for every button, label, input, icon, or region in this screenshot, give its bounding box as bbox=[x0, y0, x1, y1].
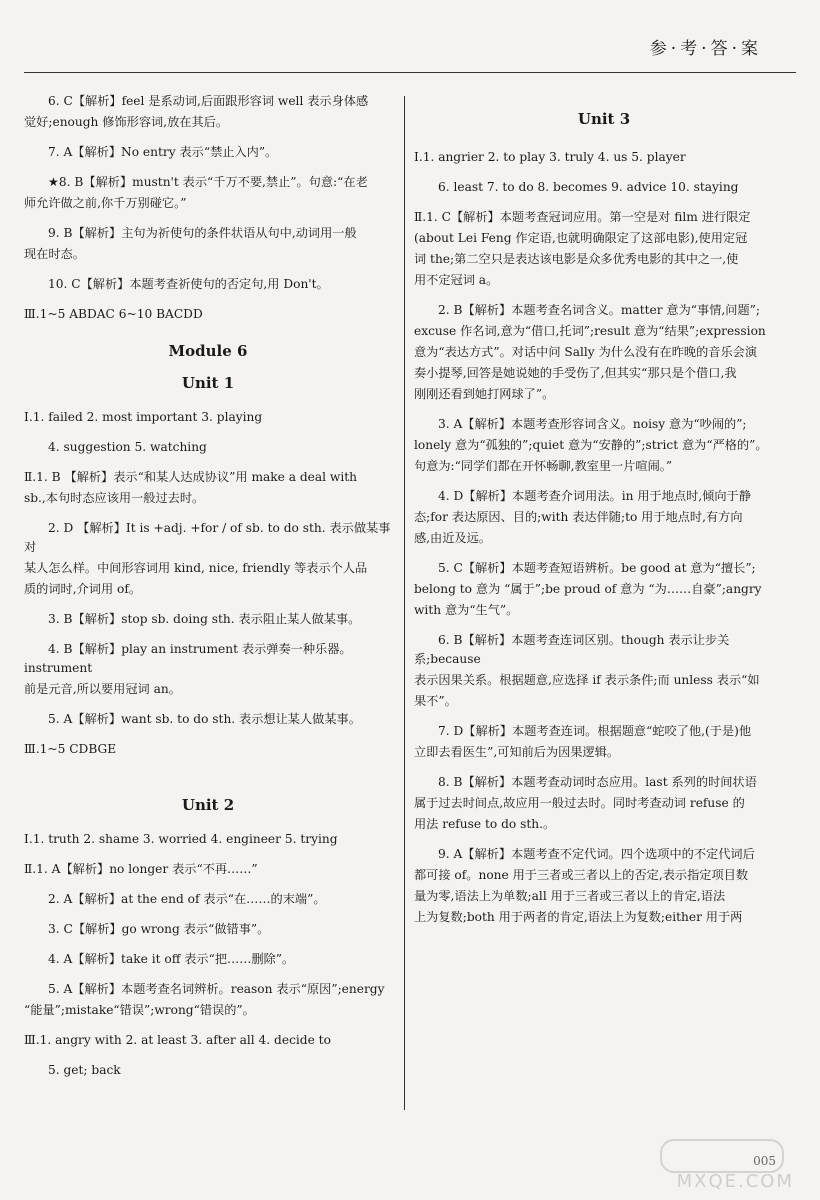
answer-line: 现在时态。 bbox=[24, 247, 85, 261]
unit-title: Unit 2 bbox=[181, 796, 235, 814]
answer-line: sb.,本句时态应该用一般过去时。 bbox=[24, 491, 205, 505]
answer-line: Ⅰ.1. failed 2. most important 3. playing bbox=[24, 410, 263, 424]
answer-line: 6. C【解析】feel 是系动词,后面跟形容词 well 表示身体感 bbox=[48, 94, 369, 108]
answer-line: 前是元音,所以要用冠词 an。 bbox=[24, 682, 181, 696]
answer-line: 2. B【解析】本题考查名词含义。matter 意为“事情,问题”; bbox=[438, 303, 760, 317]
page-header: 参·考·答·案 bbox=[649, 39, 762, 59]
answer-line: “能量”;mistake“错误”;wrong“错误的”。 bbox=[24, 1003, 255, 1017]
answer-line: 4. A【解析】take it off 表示“把……删除”。 bbox=[48, 952, 295, 966]
answer-line: lonely 意为“孤独的”;quiet 意为“安静的”;strict 意为“严格的”。 bbox=[414, 438, 768, 452]
answer-line: 态;for 表达原因、目的;with 表达伴随;to 用于地点时,有方向 bbox=[414, 510, 743, 524]
watermark-icon bbox=[660, 1139, 784, 1173]
unit-title: Unit 3 bbox=[577, 110, 631, 128]
answer-line: 2. A【解析】at the end of 表示“在……的末端”。 bbox=[48, 892, 326, 906]
answer-line: 5. A【解析】本题考查名词辨析。reason 表示“原因”;energy bbox=[48, 982, 385, 996]
header-rule bbox=[24, 72, 796, 73]
answer-line: 立即去看医生”,可知前后为因果逻辑。 bbox=[414, 745, 620, 759]
unit-title: Unit 1 bbox=[181, 374, 235, 392]
answer-line: 2. D 【解析】It is +adj. +for / of sb. to do sth. 表示做某事对 bbox=[24, 521, 391, 554]
answer-line: 意为“表达方式”。对话中问 Sally 为什么没有在昨晚的音乐会演 bbox=[414, 345, 758, 359]
answer-line: 觉好;enough 修饰形容词,放在其后。 bbox=[24, 115, 229, 129]
answer-line: Ⅰ.1. truth 2. shame 3. worried 4. engineer 5. trying bbox=[24, 832, 338, 846]
answer-line: 9. B【解析】主句为祈使句的条件状语从句中,动词用一般 bbox=[48, 226, 357, 240]
answer-line: 表示因果关系。根据题意,应选择 if 表示条件;而 unless 表示“如 bbox=[414, 673, 760, 687]
answer-line: 7. A【解析】No entry 表示“禁止入内”。 bbox=[48, 145, 278, 159]
answer-line: 5. get; back bbox=[48, 1063, 121, 1077]
answer-line: 5. C【解析】本题考查短语辨析。be good at 意为“擅长”; bbox=[438, 561, 756, 575]
answer-line: 4. suggestion 5. watching bbox=[48, 440, 207, 454]
answer-line: 果不”。 bbox=[414, 694, 457, 708]
answer-line: belong to 意为 “属于”;be proud of 意为 “为……自豪”;angry bbox=[414, 582, 762, 596]
answer-line: 师允许做之前,你千万别碰它。” bbox=[24, 196, 187, 210]
answer-line: 词 the;第二空只是表达该电影是众多优秀电影的其中之一,使 bbox=[414, 252, 739, 266]
answer-line: 某人怎么样。中间形容词用 kind, nice, friendly 等表示个人品 bbox=[24, 561, 368, 575]
module-title: Module 6 bbox=[168, 342, 248, 360]
answer-line: 属于过去时间点,故应用一般过去时。同时考查动词 refuse 的 bbox=[414, 796, 745, 810]
answer-line: 用不定冠词 a。 bbox=[414, 273, 499, 287]
answer-line: 奏小提琴,回答是她说她的手受伤了,但其实“那只是个借口,我 bbox=[414, 366, 737, 380]
answer-line: 3. A【解析】本题考查形容词含义。noisy 意为“吵闹的”; bbox=[438, 417, 747, 431]
answer-line: 上为复数;both 用于两者的肯定,语法上为复数;either 用于两 bbox=[414, 910, 743, 924]
answer-line: 都可接 of。none 用于三者或三者以上的否定,表示指定项目数 bbox=[414, 868, 749, 882]
answer-line: 4. D【解析】本题考查介词用法。in 用于地点时,倾向于静 bbox=[438, 489, 751, 503]
answer-line: Ⅲ.1~5 ABDAC 6~10 BACDD bbox=[24, 307, 203, 321]
answer-line: 10. C【解析】本题考查祈使句的否定句,用 Don't。 bbox=[48, 277, 329, 291]
left-column bbox=[24, 92, 392, 1091]
answer-line: excuse 作名词,意为“借口,托词”;result 意为“结果”;expression bbox=[414, 324, 766, 338]
page-number: 005 bbox=[753, 1154, 776, 1168]
answer-line: Ⅱ.1. A【解析】no longer 表示“不再……” bbox=[24, 862, 258, 876]
watermark-text: MXQE.COM bbox=[676, 1171, 794, 1192]
answer-line: 9. A【解析】本题考查不定代词。四个选项中的不定代词后 bbox=[438, 847, 755, 861]
answer-line: 8. B【解析】本题考查动词时态应用。last 系列的时间状语 bbox=[438, 775, 757, 789]
answer-line: (about Lei Feng 作定语,也就明确限定了这部电影),使用定冠 bbox=[414, 231, 748, 245]
answer-line: 用法 refuse to do sth.。 bbox=[414, 817, 556, 831]
answer-line: 6. B【解析】本题考查连词区别。though 表示让步关系;because bbox=[414, 633, 730, 666]
answer-line: 刚刚还看到她打网球了”。 bbox=[414, 387, 555, 401]
answer-line: 3. B【解析】stop sb. doing sth. 表示阻止某人做某事。 bbox=[48, 612, 361, 626]
answer-line: ★8. B【解析】mustn't 表示“千万不要,禁止”。句意:“在老 bbox=[48, 175, 368, 189]
answer-line: Ⅲ.1. angry with 2. at least 3. after all 4. decide to bbox=[24, 1033, 331, 1047]
answer-line: Ⅰ.1. angrier 2. to play 3. truly 4. us 5. player bbox=[414, 150, 686, 164]
answer-line: 4. B【解析】play an instrument 表示弹奏一种乐器。instrument bbox=[24, 642, 352, 675]
watermark-logo bbox=[650, 1139, 800, 1194]
answer-line: 质的词时,介词用 of。 bbox=[24, 582, 142, 596]
answer-line: with 意为“生气”。 bbox=[414, 603, 519, 617]
answer-line: 7. D【解析】本题考查连词。根据题意“蛇咬了他,(于是)他 bbox=[438, 724, 752, 738]
answer-line: 感,由近及远。 bbox=[414, 531, 491, 545]
right-column bbox=[414, 92, 794, 938]
answer-line: 6. least 7. to do 8. becomes 9. advice 10. staying bbox=[438, 180, 739, 194]
column-divider bbox=[404, 96, 405, 1110]
answer-line: Ⅱ.1. C【解析】本题考查冠词应用。第一空是对 film 进行限定 bbox=[414, 210, 751, 224]
answer-line: 量为零,语法上为单数;all 用于三者或三者以上的肯定,语法 bbox=[414, 889, 726, 903]
answer-line: Ⅱ.1. B 【解析】表示“和某人达成协议”用 make a deal with bbox=[24, 470, 358, 484]
answer-line: 5. A【解析】want sb. to do sth. 表示想让某人做某事。 bbox=[48, 712, 361, 726]
answer-line: 3. C【解析】go wrong 表示“做错事”。 bbox=[48, 922, 270, 936]
answer-line: 句意为:“同学们都在开怀畅聊,教室里一片喧闹。” bbox=[414, 459, 673, 473]
answer-line: Ⅲ.1~5 CDBGE bbox=[24, 742, 117, 756]
